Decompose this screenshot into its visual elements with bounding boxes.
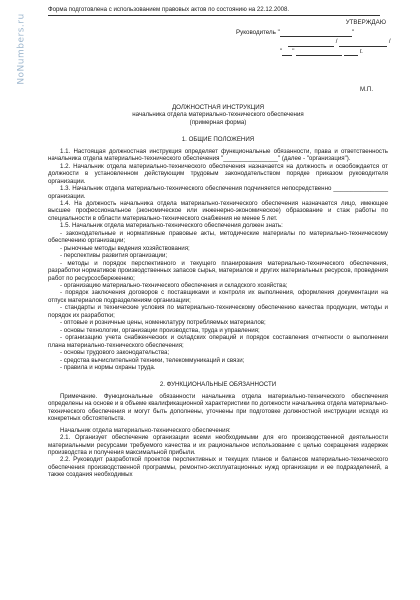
approval-year-field[interactable] — [344, 48, 358, 56]
paragraph-1-1: 1.1. Настоящая должностная инструкция определяет функциональные обязанности, права и ответственность начальника отдела материально-технического обеспечения "________________" (далее - "организация"). — [48, 147, 388, 163]
approval-block — [236, 18, 391, 56]
approval-month-field[interactable] — [296, 48, 342, 56]
stamp-place: М.П. — [360, 86, 374, 93]
duties-intro: Начальник отдела материально-технического обеспечения: — [60, 426, 231, 434]
duty-2-1: 2.1. Организует обеспечение организации всеми необходимыми для его производственной деятельности материальными ресурсами требуемого качества и их рациональное использование с целью сокращения издержек производства и получения максимальной прибыли. — [48, 434, 388, 457]
list-item: - порядок заключения договоров с поставщиками и контроля их выполнения, оформления документации на отпуск материалов подразделениям организации; — [48, 289, 388, 304]
paragraph-1-4: 1.4. На должность начальника отдела материально-технического обеспечения назначается лицо, имеющее высшее профессиональное (экономическое или инженерно-экономическое) образование и стаж работы по специальности в области материально-технического снабжения не менее 5 лет. — [48, 199, 388, 222]
section-heading-duties: 2. ФУНКЦИОНАЛЬНЫЕ ОБЯЗАННОСТИ — [159, 381, 277, 389]
approval-org-field[interactable] — [280, 29, 352, 37]
form-header-note: Форма подготовлена с использованием правовых актов по состоянию на 22.12.2008. — [48, 6, 380, 16]
list-item: - основы технологии, организации производства, труда и управления; — [60, 326, 260, 334]
approval-date-quote-close: " — [292, 47, 295, 55]
document-subtitle: начальника отдела материально-технического обеспечения — [132, 111, 304, 119]
paragraph-1-5: 1.5. Начальник отдела материально-технического обеспечения должен знать: — [60, 222, 283, 230]
approval-date-quote-open: " — [280, 47, 283, 55]
approval-name-field[interactable] — [339, 39, 387, 47]
duties-note: Примечание. Функциональные обязанности начальника отдела материально-технического обеспечения определены на основе и в объеме квалификационной характеристики по должности начальника отдела материально-технического обеспечения и могут быть дополнены, уточнены при подготовке должностной инструкции исходя из конкретных обстоятельств. — [48, 392, 388, 423]
list-item: - организацию учета снабженческих и складских операций и порядок составления отчетности о выполнении плана материально-технического обеспечения; — [48, 334, 388, 349]
list-item: - оптовые и розничные цены, номенклатуру потребляемых материалов; — [60, 319, 266, 327]
paragraph-1-2: 1.2. Начальник отдела материально-технического обеспечения назначается на должность и освобождается от должности в установленном действующим трудовым законодательством порядке приказом руководителя организации. — [48, 162, 388, 185]
approval-year-suffix: г. — [359, 47, 363, 55]
list-item: - перспективы развития организации; — [60, 252, 168, 260]
approval-title: УТВЕРЖДАЮ — [345, 19, 386, 26]
list-item: - законодательные и нормативные правовые акты, методические материалы по материально-техническому обеспечению организации; — [48, 229, 388, 245]
approval-day-field[interactable] — [282, 47, 295, 56]
list-item: - рыночные методы ведения хозяйствования; — [60, 244, 190, 252]
approval-signature-field[interactable] — [288, 39, 334, 47]
list-item: - методы и порядок перспективного и текущего планирования материально-технического обеспечения, разработки нормативов производственных запасов сырья, материалов и других материальных ресурсов, проведения работ по ресурсосбережению; — [48, 259, 388, 282]
document-body — [48, 104, 388, 479]
approval-quote-close: " — [351, 28, 354, 36]
list-item: - правила и нормы охраны труда. — [60, 363, 156, 371]
list-item: - основы трудового законодательства; — [60, 349, 170, 357]
paragraph-1-3: 1.3. Начальник отдела материально-технического обеспечения подчиняется непосредственно ________________ организации. — [48, 185, 388, 200]
duty-2-2: 2.2. Руководит разработкой проектов перспективных и текущих планов и балансов материально-технического обеспечения производственной программы, ремонтно-эксплуатационных нужд организации и ее подразделений, а также создания необходимых — [48, 456, 388, 479]
approval-signature-line: / / — [236, 37, 388, 47]
list-item: - средства вычислительной техники, телекоммуникаций и связи; — [60, 356, 245, 364]
document-form-note: (примерная форма) — [189, 118, 247, 126]
approval-date-line — [236, 47, 388, 57]
list-item: - организацию материально-технического обеспечения и складского хозяйства; — [60, 281, 288, 289]
section-heading-general: 1. ОБЩИЕ ПОЛОЖЕНИЯ — [181, 136, 255, 144]
list-item: - стандарты и технические условия по материально-техническому обеспечению качества продукции, методы и порядок их разработки; — [48, 304, 388, 319]
document-title: ДОЛЖНОСТНАЯ ИНСТРУКЦИЯ — [171, 104, 265, 111]
watermark: NoNumbers.ru — [16, 13, 27, 85]
approval-head-label: Руководитель " — [236, 28, 280, 36]
approval-head-line — [236, 28, 388, 38]
